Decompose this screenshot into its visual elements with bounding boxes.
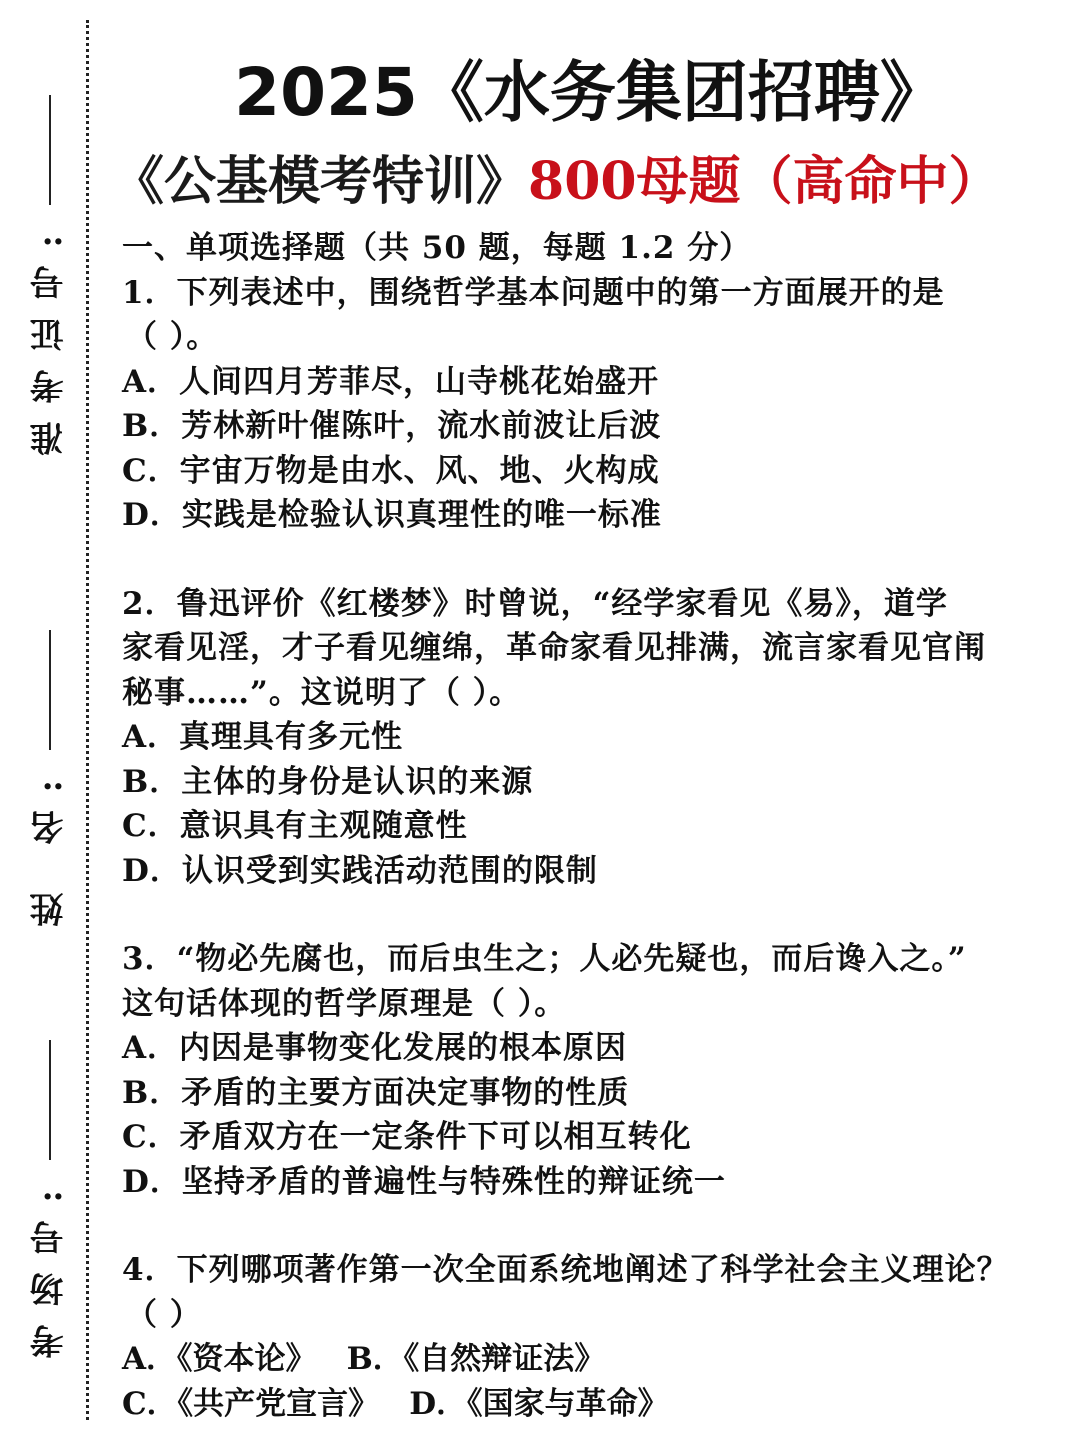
question-stem-line: 秘事……”。这说明了（ ）。 bbox=[122, 674, 522, 711]
option-d: D．坚持矛盾的普遍性与特殊性的辩证统一 bbox=[122, 1163, 726, 1200]
dotted-cut-line bbox=[86, 20, 89, 1420]
question-stem-line: （ ） bbox=[126, 1296, 202, 1333]
option-c: C．意识具有主观随意性 bbox=[122, 808, 468, 844]
page-subtitle bbox=[112, 142, 1060, 222]
option-d: D．实践是检验认识真理性的唯一标准 bbox=[122, 497, 662, 533]
subtitle-black-part: 《公基模考特训》 bbox=[112, 151, 529, 212]
question-stem-line: （ ）。 bbox=[126, 319, 219, 355]
question-1 bbox=[122, 271, 1042, 538]
option-b: B．芳林新叶催陈叶，流水前波让后波 bbox=[122, 408, 662, 444]
option-row bbox=[122, 1337, 1042, 1382]
exam-id-field bbox=[28, 95, 72, 456]
option-b: B．主体的身份是认识的来源 bbox=[122, 763, 534, 800]
question-3 bbox=[122, 937, 1042, 1204]
question-stem-line: 这句话体现的哲学原理是（ ）。 bbox=[122, 985, 567, 1022]
question-stem-line: 家看见淫，才子看见缠绵，革命家看见排满，流言家看见官闱 bbox=[122, 630, 986, 666]
option-a: A．内因是事物变化发展的根本原因 bbox=[122, 1030, 628, 1066]
option-d: D．认识受到实践活动范围的限制 bbox=[122, 852, 598, 889]
question-stem-line: 4．下列哪项著作第一次全面系统地阐述了科学社会主义理论？ bbox=[122, 1252, 1009, 1288]
spacer bbox=[122, 893, 1042, 937]
spacer bbox=[122, 1204, 1042, 1248]
room-field bbox=[28, 1040, 72, 1359]
room-underline bbox=[49, 1040, 51, 1160]
spacer bbox=[122, 538, 1042, 582]
binding-strip bbox=[0, 0, 100, 1440]
question-content bbox=[122, 226, 1042, 1426]
option-a: A．人间四月芳菲尽，山寺桃花始盛开 bbox=[122, 363, 660, 400]
option-row bbox=[122, 1382, 1042, 1427]
question-stem-line: 2．鲁迅评价《红楼梦》时曾说，“经学家看见《易》，道学 bbox=[122, 585, 948, 622]
room-label: 考场号: bbox=[30, 1172, 70, 1359]
option-b: B．《自然辩证法》 bbox=[346, 1341, 606, 1377]
option-c: C．宇宙万物是由水、风、地、火构成 bbox=[122, 452, 660, 489]
question-stem-line: 1．下列表述中，围绕哲学基本问题中的第一方面展开的是 bbox=[122, 274, 945, 311]
question-stem-line: 3．“物必先腐也，而后虫生之；人必先疑也，而后谗入之。” bbox=[122, 941, 967, 977]
question-2 bbox=[122, 582, 1042, 894]
name-label: 姓 名: bbox=[30, 762, 70, 927]
page-title: 2025《水务集团招聘》 bbox=[234, 54, 946, 131]
name-underline bbox=[49, 630, 51, 750]
section-heading: 一、单项选择题（共 50 题，每题 1.2 分） bbox=[122, 230, 752, 266]
option-c: C．《共产党宣言》 bbox=[122, 1385, 380, 1422]
exam-id-label: 准考证号: bbox=[30, 217, 70, 456]
option-a: A．真理具有多元性 bbox=[122, 719, 404, 755]
option-c: C．矛盾双方在一定条件下可以相互转化 bbox=[122, 1119, 692, 1155]
option-d: D．《国家与革命》 bbox=[409, 1385, 669, 1422]
exam-id-underline bbox=[49, 95, 51, 205]
subtitle-red-part: 800母题（高命中） bbox=[528, 151, 1001, 212]
name-field bbox=[28, 630, 72, 926]
option-b: B．矛盾的主要方面决定事物的性质 bbox=[122, 1074, 630, 1111]
option-a: A．《资本论》 bbox=[122, 1341, 317, 1377]
question-4 bbox=[122, 1248, 1042, 1426]
